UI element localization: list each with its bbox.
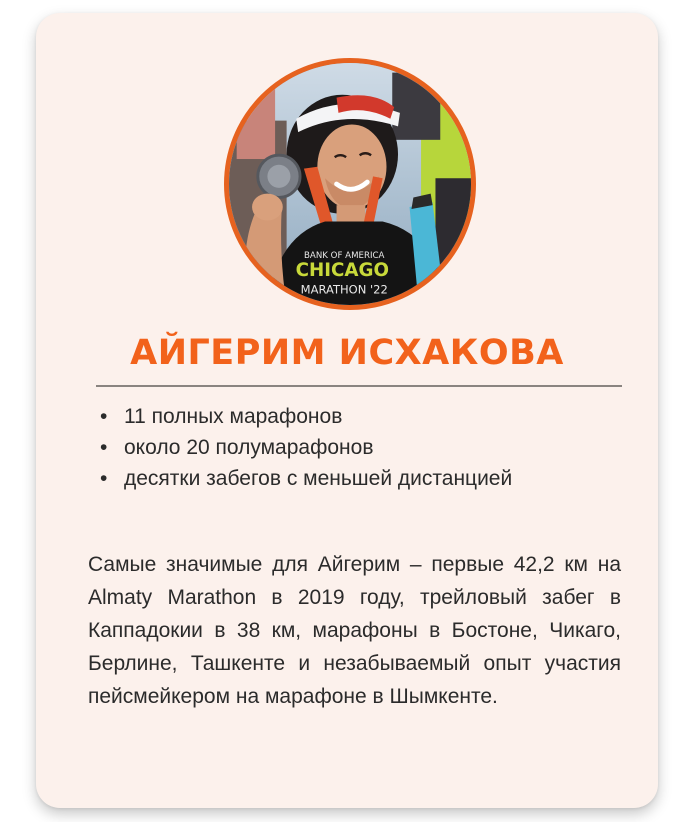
shirt-text-top: BANK OF AMERICA — [304, 250, 385, 261]
shirt-text-bottom: MARATHON '22 — [300, 282, 388, 297]
divider — [96, 385, 622, 387]
list-item — [98, 401, 618, 432]
bullet-icon: • — [100, 405, 108, 428]
fact-text: десятки забегов с меньшей дистанцией — [124, 467, 513, 490]
facts-list — [98, 401, 618, 494]
bullet-icon: • — [100, 436, 108, 459]
shirt-text-main: CHICAGO — [295, 260, 390, 282]
list-item — [98, 463, 618, 494]
fact-text: 11 полных марафонов — [124, 405, 343, 428]
avatar — [224, 58, 476, 310]
list-item — [98, 432, 618, 463]
fact-text: около 20 полумарафонов — [124, 436, 374, 459]
runner-name: АЙГЕРИМ ИСХАКОВА — [130, 333, 564, 373]
runner-photo — [229, 63, 471, 305]
description-paragraph: Самые значимые для Айгерим – первые 42,2 км на Almaty Marathon в 2019 году, трейловый забег в Каппадокии в 38 км, марафоны в Бостоне, Чикаго, Берлине, Ташкенте и незабываемый опыт участия пейсмейкером на марафоне в Шымкенте. — [88, 553, 621, 708]
bullet-icon: • — [100, 467, 108, 490]
